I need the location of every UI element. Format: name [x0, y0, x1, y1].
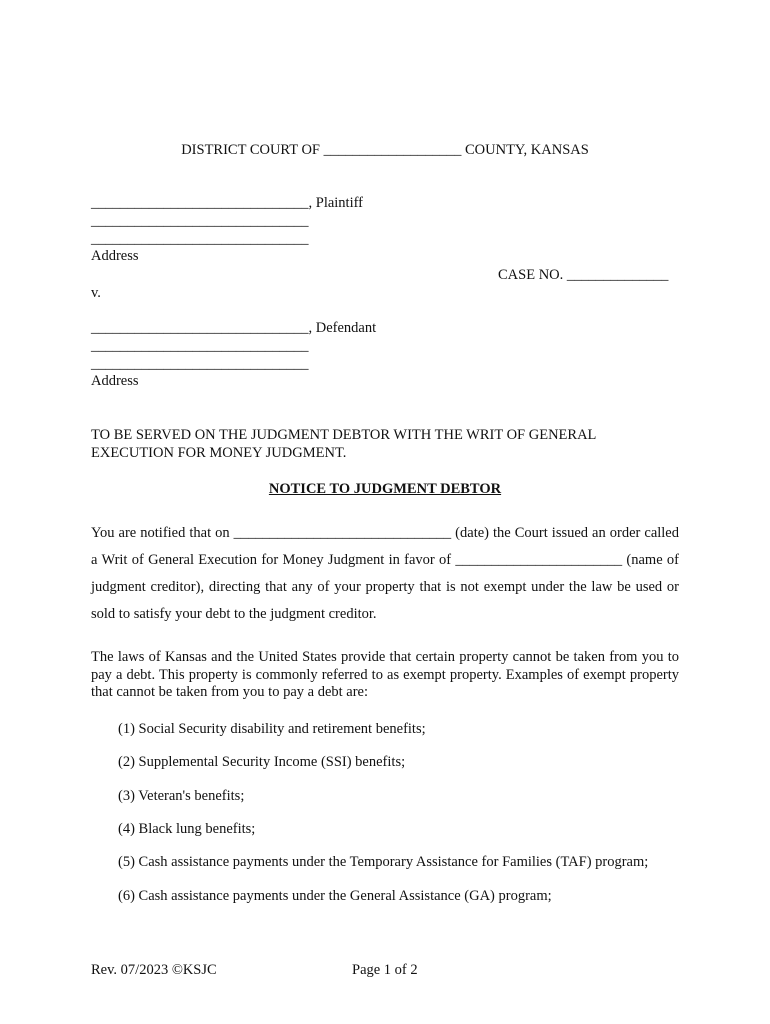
court-heading: DISTRICT COURT OF ___________________ COUNTY, KANSAS: [181, 142, 589, 158]
notice-title: NOTICE TO JUDGMENT DEBTOR: [268, 481, 502, 497]
defendant-line: ______________________________, Defendant: [91, 320, 377, 336]
exempt-list-item: (3) Veteran's benefits;: [118, 788, 245, 804]
footer-revision: Rev. 07/2023 ©KSJC: [91, 962, 217, 978]
exempt-laws-paragraph: The laws of Kansas and the United States provide that certain property cannot be taken from you to pay a debt. This property is commonly referred to as exempt property. Examples of exempt property that cannot be taken from you to pay a debt are:: [91, 649, 679, 700]
plaintiff-line: ______________________________, Plaintiff: [91, 195, 364, 211]
defendant-blank-line: ______________________________: [91, 356, 309, 372]
case-number: CASE NO. ______________: [498, 267, 669, 283]
plaintiff-blank-line: ______________________________: [91, 213, 309, 229]
footer-page-number: Page 1 of 2: [352, 962, 418, 978]
defendant-blank-line: ______________________________: [91, 338, 309, 354]
versus-label: v.: [91, 285, 101, 301]
plaintiff-address-label: Address: [91, 248, 139, 264]
service-instruction: TO BE SERVED ON THE JUDGMENT DEBTOR WITH THE WRIT OF GENERAL EXECUTION FOR MONEY JUDGMENT.: [91, 427, 596, 461]
exempt-list-item: (6) Cash assistance payments under the General Assistance (GA) program;: [118, 888, 552, 904]
plaintiff-blank-line: ______________________________: [91, 231, 309, 247]
exempt-list-item: (5) Cash assistance payments under the Temporary Assistance for Families (TAF) program;: [118, 854, 649, 870]
notification-paragraph: You are notified that on ______________________________ (date) the Court issued an order called a Writ of General Execution for Money Judgment in favor of _______________________ (name of judgment creditor), directing that any of your property that is not exempt under the law be used or sold to satisfy your debt to the judgment creditor.: [91, 525, 679, 622]
defendant-address-label: Address: [91, 373, 139, 389]
exempt-list-item: (1) Social Security disability and retirement benefits;: [118, 721, 426, 737]
exempt-list-item: (4) Black lung benefits;: [118, 821, 256, 837]
exempt-list-item: (2) Supplemental Security Income (SSI) benefits;: [118, 754, 406, 770]
